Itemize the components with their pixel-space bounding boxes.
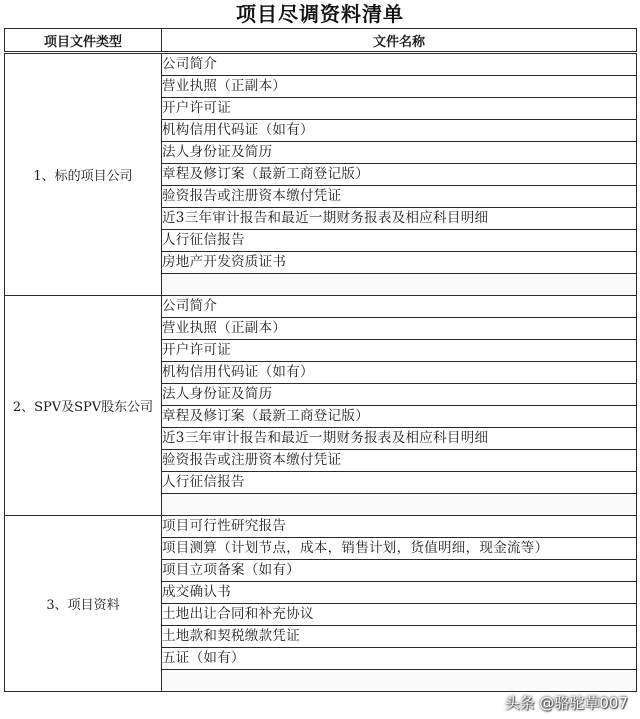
file-name-cell: 营业执照（正副本） <box>162 318 637 340</box>
file-name-cell: 土地款和契税缴款凭证 <box>162 626 637 648</box>
file-name-cell: 公司简介 <box>162 296 637 318</box>
file-name-cell: 近3三年审计报告和最近一期财务报表及相应科目明细 <box>162 208 637 230</box>
column-header-type: 项目文件类型 <box>5 29 162 53</box>
file-name-cell: 营业执照（正副本） <box>162 76 637 98</box>
file-name-cell: 验资报告或注册资本缴付凭证 <box>162 450 637 472</box>
file-type-cell: 3、项目资料 <box>5 516 162 692</box>
table-row <box>5 53 637 76</box>
file-name-cell: 开户许可证 <box>162 340 637 362</box>
checklist-table <box>4 28 637 692</box>
file-type-cell: 1、标的项目公司 <box>5 53 162 296</box>
file-name-cell: 章程及修订案（最新工商登记版） <box>162 406 637 428</box>
file-name-cell: 五证（如有） <box>162 648 637 670</box>
file-name-cell: 项目测算（计划节点，成本，销售计划，货值明细，现金流等） <box>162 538 637 560</box>
file-name-cell <box>162 670 637 692</box>
file-name-cell: 章程及修订案（最新工商登记版） <box>162 164 637 186</box>
file-name-cell: 土地出让合同和补充协议 <box>162 604 637 626</box>
table-row <box>5 516 637 538</box>
file-name-cell <box>162 274 637 296</box>
file-type-cell: 2、SPV及SPV股东公司 <box>5 296 162 516</box>
table-body <box>5 53 637 692</box>
file-name-cell: 公司简介 <box>162 53 637 76</box>
file-name-cell: 法人身份证及简历 <box>162 384 637 406</box>
page-title: 项目尽调资料清单 <box>236 2 404 26</box>
column-header-name: 文件名称 <box>162 29 637 53</box>
watermark: 头条 @骆驼草007 <box>504 694 628 712</box>
file-name-cell: 机构信用代码证（如有） <box>162 362 637 384</box>
file-name-cell: 人行征信报告 <box>162 230 637 252</box>
file-name-cell <box>162 494 637 516</box>
table-header-row <box>5 29 637 53</box>
file-name-cell: 房地产开发资质证书 <box>162 252 637 274</box>
file-name-cell: 人行征信报告 <box>162 472 637 494</box>
file-name-cell: 近3三年审计报告和最近一期财务报表及相应科目明细 <box>162 428 637 450</box>
file-name-cell: 项目立项备案（如有） <box>162 560 637 582</box>
file-name-cell: 成交确认书 <box>162 582 637 604</box>
file-name-cell: 机构信用代码证（如有） <box>162 120 637 142</box>
file-name-cell: 验资报告或注册资本缴付凭证 <box>162 186 637 208</box>
file-name-cell: 法人身份证及简历 <box>162 142 637 164</box>
file-name-cell: 项目可行性研究报告 <box>162 516 637 538</box>
file-name-cell: 开户许可证 <box>162 98 637 120</box>
table-row <box>5 296 637 318</box>
